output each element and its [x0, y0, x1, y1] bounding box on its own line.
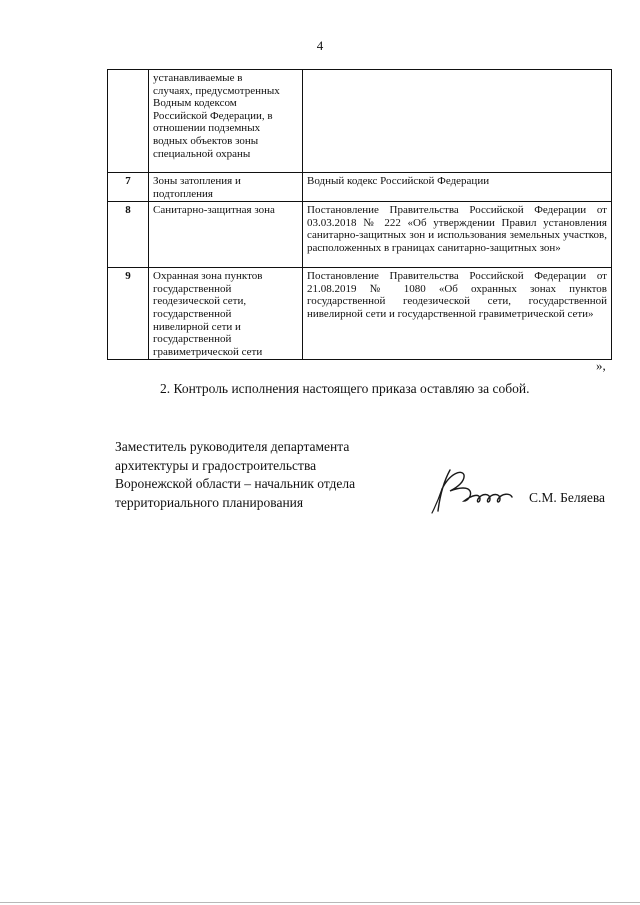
zone-name-line: случаях, предусмотренных	[153, 84, 280, 97]
closing-quote: »,	[596, 358, 606, 373]
table-row	[108, 70, 612, 173]
signer-title-line: Заместитель руководителя департамента	[115, 439, 350, 454]
zone-name-line: устанавливаемые в	[153, 72, 243, 84]
zone-name-line: государственной	[153, 307, 232, 320]
zones-table	[107, 69, 612, 360]
zone-name-line: водных объектов зоны	[153, 134, 259, 147]
table-row	[108, 202, 612, 268]
zone-name-line: гравиметрической сети	[153, 345, 263, 358]
signer-title	[115, 438, 355, 512]
regulation-cell: Постановление Правительства Российской Федерации от 21.08.2019 № 1080 «Об охранных зонах пунктов государственной геодезической сети, государственной нивелирной сети и государственной гравиметрической сети»	[303, 268, 612, 360]
row-number	[108, 70, 149, 173]
zone-name-cell	[149, 202, 303, 268]
zone-name-cell	[149, 173, 303, 202]
row-number: 9	[108, 268, 149, 360]
row-number: 8	[108, 202, 149, 268]
zone-name-line: Водным кодексом	[153, 97, 237, 110]
bottom-rule	[0, 902, 640, 903]
zone-name-line: государственной	[153, 282, 232, 295]
zone-name-line: подтопления	[153, 187, 213, 200]
zone-name-cell	[149, 268, 303, 360]
zone-name-line: отношении подземных	[153, 122, 261, 135]
zones-table-body	[108, 70, 612, 360]
zone-name-line: Зоны затопления и	[153, 175, 241, 187]
zone-name-line: Российской Федерации, в	[153, 109, 273, 122]
signature-icon	[420, 465, 525, 515]
zone-name-line: Охранная зона пунктов	[153, 270, 263, 283]
zone-name-line: нивелирной сети и	[153, 320, 241, 333]
signer-title-line: Воронежской области – начальник отдела	[115, 476, 356, 491]
regulation-cell: Постановление Правительства Российской Федерации от 03.03.2018 № 222 «Об утверждении Правил установления санитарно-защитных зон и использования земельных участков, расположенных в границах санитарно-защитных зон»	[303, 202, 612, 268]
zone-name-line: специальной охраны	[153, 147, 251, 160]
regulation-cell	[303, 70, 612, 173]
table-row	[108, 268, 612, 360]
page-number: 4	[316, 38, 324, 53]
row-number: 7	[108, 173, 149, 202]
signer-name: С.М. Беляева	[529, 490, 606, 505]
table-row	[108, 173, 612, 202]
zone-name-line: государственной	[153, 333, 232, 346]
point-2-text: 2. Контроль исполнения настоящего приказа оставляю за собой.	[160, 381, 530, 396]
signer-title-line: архитектуры и градостроительства	[115, 457, 317, 473]
regulation-cell: Водный кодекс Российской Федерации	[303, 173, 612, 202]
zone-name-line: Санитарно-защитная зона	[153, 204, 275, 217]
zone-name-cell	[149, 70, 303, 173]
signer-title-line: территориального планирования	[115, 494, 304, 510]
zone-name-line: геодезической сети,	[153, 295, 247, 308]
